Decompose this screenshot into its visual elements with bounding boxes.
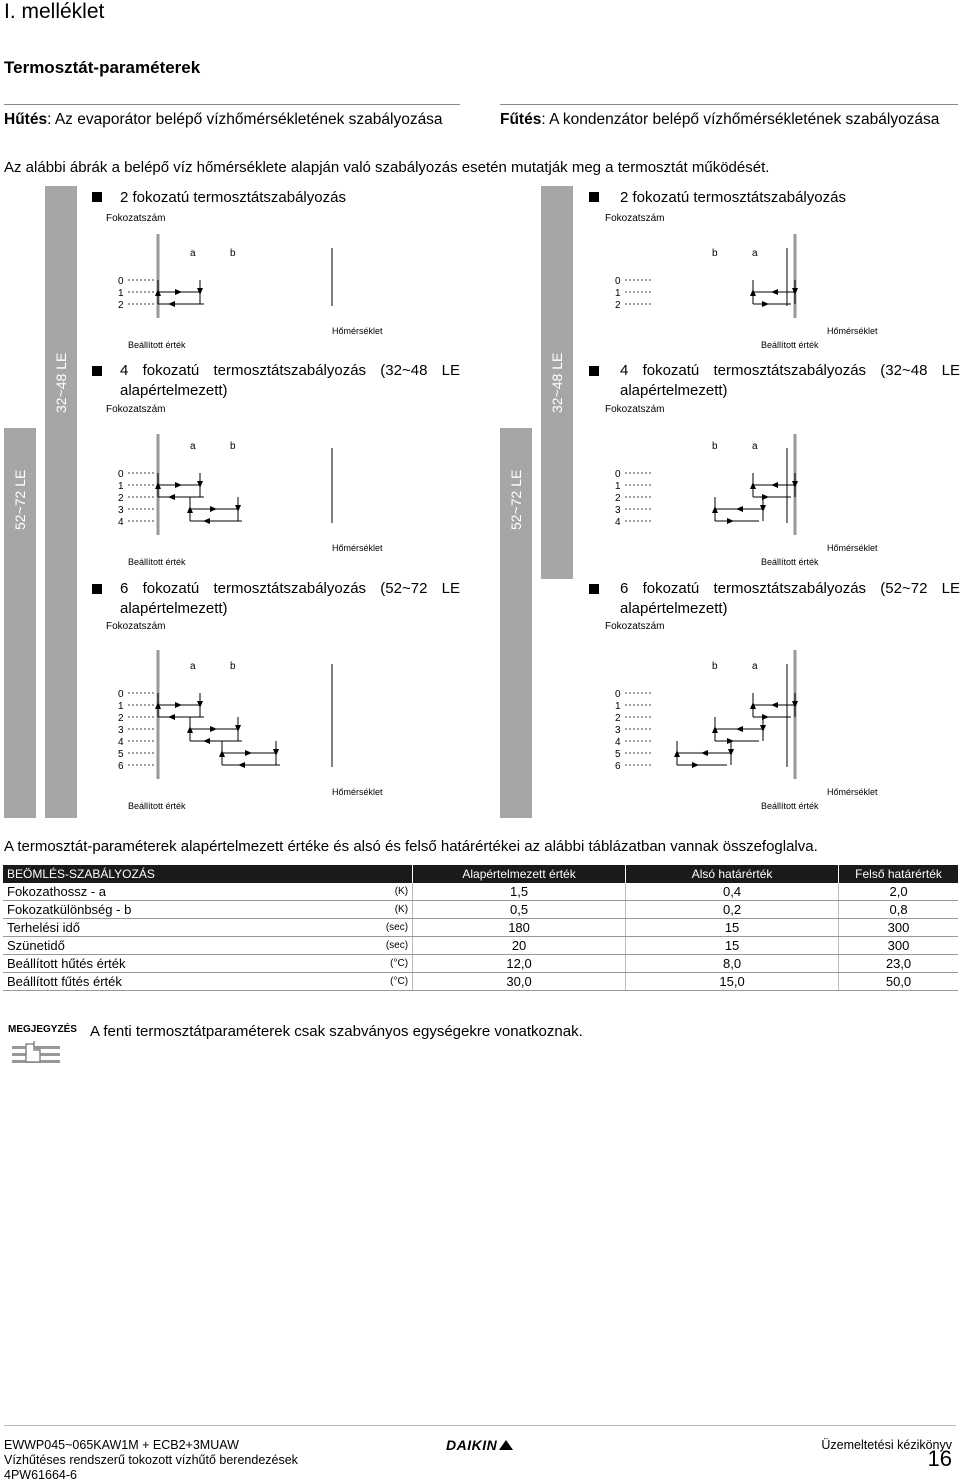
arrow-icon — [175, 482, 182, 488]
param-default: 20 — [413, 937, 626, 955]
column-header: Alapértelmezett érték — [413, 865, 626, 883]
set-value-label: Beállított érték — [128, 801, 186, 811]
step-number: 0 — [118, 469, 124, 480]
bullet-square — [589, 584, 599, 594]
table-row — [3, 883, 958, 901]
intro-text: Az alábbi ábrák a belépő víz hőmérséklete alapján való szabályozás esetén mutatják meg a termosztát működését. — [4, 159, 770, 176]
footer-code: 4PW61664-6 — [4, 1468, 77, 1482]
step-number: 5 — [118, 749, 124, 760]
band-label: 32~48 LE — [549, 352, 565, 413]
step-number: 6 — [615, 761, 621, 772]
arrow-icon — [203, 518, 210, 524]
y-axis-label: Fokozatszám — [106, 213, 166, 224]
set-value-label: Beállított érték — [128, 340, 186, 350]
arrow-icon — [238, 762, 245, 768]
param-min: 0,2 — [626, 901, 839, 919]
step-number: 0 — [615, 276, 621, 287]
heating-2-step-diagram — [597, 228, 897, 352]
table-row — [3, 901, 958, 919]
param-min: 0,4 — [626, 883, 839, 901]
diagram-title: 2 fokozatú termosztátszabályozás — [120, 189, 346, 206]
param-unit: (sec) — [335, 937, 412, 955]
step-number: 4 — [118, 517, 124, 528]
step-number: 4 — [615, 737, 621, 748]
diagram-title: 2 fokozatú termosztátszabályozás — [620, 189, 846, 206]
parameter-table — [3, 865, 958, 991]
step-number: 1 — [118, 481, 124, 492]
param-max: 0,8 — [839, 901, 958, 919]
band-label: 32~48 LE — [53, 352, 69, 413]
param-unit: (K) — [335, 883, 412, 901]
param-name: Szünetidő — [3, 937, 335, 955]
step-number: 3 — [118, 725, 124, 736]
step-number: 1 — [615, 701, 621, 712]
param-b-label: b — [230, 248, 236, 259]
arrow-icon — [727, 518, 734, 524]
temperature-label: Hőmérséklet — [827, 326, 878, 336]
temperature-label: Hőmérséklet — [827, 543, 878, 553]
step-number: 3 — [615, 505, 621, 516]
table-row — [3, 955, 958, 973]
param-min: 15,0 — [626, 973, 839, 991]
y-axis-label: Fokozatszám — [605, 404, 665, 415]
arrow-icon — [762, 301, 769, 307]
column-header: BEÖMLÉS-SZABÁLYOZÁS — [3, 865, 413, 883]
param-min: 15 — [626, 937, 839, 955]
bullet-square — [92, 366, 102, 376]
table-row — [3, 919, 958, 937]
param-b-label: b — [230, 661, 236, 672]
daikin-logo — [446, 1437, 513, 1453]
table-row — [3, 973, 958, 991]
band-label: 52~72 LE — [12, 469, 28, 530]
column-header: Alsó határérték — [626, 865, 839, 883]
bullet-square — [589, 192, 599, 202]
cooling-label: Hűtés — [4, 111, 48, 128]
param-unit: (K) — [335, 901, 412, 919]
diagram-title: 6 fokozatú termosztátszabályozás (52~72 LE alapértelmezett) — [620, 580, 960, 617]
step-number: 2 — [615, 300, 621, 311]
footer-model: EWWP045~065KAW1M + ECB2+3MUAW — [4, 1438, 239, 1452]
step-number: 6 — [118, 761, 124, 772]
cooling-text: : Az evaporátor belépő vízhőmérsékletének szabályozása — [47, 111, 443, 128]
param-name: Terhelési idő — [3, 919, 335, 937]
param-b-label: b — [712, 441, 718, 452]
step-number: 0 — [615, 689, 621, 700]
heating-heading — [500, 109, 940, 130]
param-default: 30,0 — [413, 973, 626, 991]
arrow-icon — [210, 506, 217, 512]
param-unit: (sec) — [335, 919, 412, 937]
brand-text: DAIKIN — [446, 1437, 498, 1453]
step-number: 2 — [118, 300, 124, 311]
set-value-label: Beállított érték — [128, 557, 186, 567]
band-label: 52~72 LE — [508, 469, 524, 530]
logo-triangle-icon — [499, 1440, 513, 1450]
step-number: 2 — [615, 713, 621, 724]
arrow-icon — [736, 506, 743, 512]
param-max: 300 — [839, 919, 958, 937]
step-number: 2 — [615, 493, 621, 504]
section-heading: Termosztát-paraméterek — [4, 58, 201, 77]
heating-4-step-diagram — [597, 428, 897, 568]
param-max: 300 — [839, 937, 958, 955]
bullet-square — [92, 192, 102, 202]
arrow-icon — [701, 750, 708, 756]
bullet-square — [589, 366, 599, 376]
column-header: Felső határérték — [839, 865, 958, 883]
param-max: 2,0 — [839, 883, 958, 901]
step-number: 0 — [118, 276, 124, 287]
arrow-icon — [771, 702, 778, 708]
arrow-icon — [771, 289, 778, 295]
step-number: 2 — [118, 713, 124, 724]
temperature-label: Hőmérséklet — [827, 787, 878, 797]
step-number: 0 — [118, 689, 124, 700]
arrow-icon — [168, 301, 175, 307]
arrow-icon — [736, 726, 743, 732]
page-number: 16 — [927, 1446, 952, 1471]
arrow-icon — [175, 289, 182, 295]
diagram-title: 6 fokozatú termosztátszabályozás (52~72 LE alapértelmezett) — [120, 580, 460, 617]
page-heading: I. melléklet — [4, 0, 105, 23]
footer-divider — [4, 1425, 956, 1426]
temperature-label: Hőmérséklet — [332, 787, 383, 797]
bullet-square — [92, 584, 102, 594]
param-a-label: a — [752, 661, 758, 672]
temperature-label: Hőmérséklet — [332, 326, 383, 336]
param-a-label: a — [190, 248, 196, 259]
param-default: 180 — [413, 919, 626, 937]
param-a-label: a — [190, 441, 196, 452]
param-max: 23,0 — [839, 955, 958, 973]
arrow-icon — [771, 482, 778, 488]
divider — [4, 104, 460, 105]
summary-text: A termosztát-paraméterek alapértelmezett értéke és alsó és felső határértékei az alábbi táblázatban vannak összefoglalva. — [4, 838, 818, 855]
param-min: 8,0 — [626, 955, 839, 973]
step-number: 1 — [118, 288, 124, 299]
param-max: 50,0 — [839, 973, 958, 991]
note-hand-icon — [12, 1040, 62, 1070]
param-a-label: a — [752, 441, 758, 452]
cooling-6-step-diagram — [100, 644, 400, 811]
arrow-icon — [245, 750, 252, 756]
param-default: 0,5 — [413, 901, 626, 919]
heating-6-step-diagram — [597, 644, 897, 811]
arrow-icon — [692, 762, 699, 768]
step-number: 1 — [615, 481, 621, 492]
cooling-4-step-diagram — [100, 428, 400, 568]
table-row — [3, 937, 958, 955]
param-a-label: a — [752, 248, 758, 259]
step-number: 1 — [615, 288, 621, 299]
y-axis-label: Fokozatszám — [605, 621, 665, 632]
step-number: 2 — [118, 493, 124, 504]
arrow-icon — [168, 714, 175, 720]
param-name: Fokozathossz - a — [3, 883, 335, 901]
y-axis-label: Fokozatszám — [106, 621, 166, 632]
step-number: 5 — [615, 749, 621, 760]
step-number: 4 — [615, 517, 621, 528]
temperature-label: Hőmérséklet — [332, 543, 383, 553]
note-text: A fenti termosztátparaméterek csak szabványos egységekre vonatkoznak. — [90, 1023, 583, 1040]
param-default: 1,5 — [413, 883, 626, 901]
footer-manual: Üzemeltetési kézikönyv — [821, 1438, 952, 1452]
param-name: Beállított hűtés érték — [3, 955, 335, 973]
cooling-2-step-diagram — [100, 228, 400, 352]
set-value-label: Beállított érték — [761, 557, 819, 567]
arrow-icon — [168, 494, 175, 500]
param-name: Fokozatkülönbség - b — [3, 901, 335, 919]
y-axis-label: Fokozatszám — [106, 404, 166, 415]
diagram-title: 4 fokozatú termosztátszabályozás (32~48 LE alapértelmezett) — [620, 362, 960, 399]
heating-text: : A kondenzátor belépő vízhőmérsékletének szabályozása — [541, 111, 940, 128]
cooling-heading — [4, 109, 444, 130]
arrow-icon — [203, 738, 210, 744]
step-number: 3 — [118, 505, 124, 516]
footer-left — [4, 1438, 298, 1483]
table-header-row — [3, 865, 958, 883]
param-unit: (°C) — [335, 955, 412, 973]
heating-label: Fűtés — [500, 111, 542, 128]
note-label: MEGJEGYZÉS — [8, 1024, 77, 1035]
divider — [500, 104, 958, 105]
band-32-48-left — [45, 186, 77, 818]
param-a-label: a — [190, 661, 196, 672]
step-number: 3 — [615, 725, 621, 736]
set-value-label: Beállított érték — [761, 340, 819, 350]
step-number: 4 — [118, 737, 124, 748]
param-b-label: b — [712, 661, 718, 672]
param-unit: (°C) — [335, 973, 412, 991]
param-b-label: b — [712, 248, 718, 259]
arrow-icon — [175, 702, 182, 708]
diagram-title: 4 fokozatú termosztátszabályozás (32~48 LE alapértelmezett) — [120, 362, 460, 399]
param-min: 15 — [626, 919, 839, 937]
step-number: 1 — [118, 701, 124, 712]
param-name: Beállított fűtés érték — [3, 973, 335, 991]
set-value-label: Beállított érték — [761, 801, 819, 811]
step-number: 0 — [615, 469, 621, 480]
param-b-label: b — [230, 441, 236, 452]
y-axis-label: Fokozatszám — [605, 213, 665, 224]
param-default: 12,0 — [413, 955, 626, 973]
arrow-icon — [210, 726, 217, 732]
footer-description: Vízhűtéses rendszerű tokozott vízhűtő berendezések — [4, 1453, 298, 1467]
